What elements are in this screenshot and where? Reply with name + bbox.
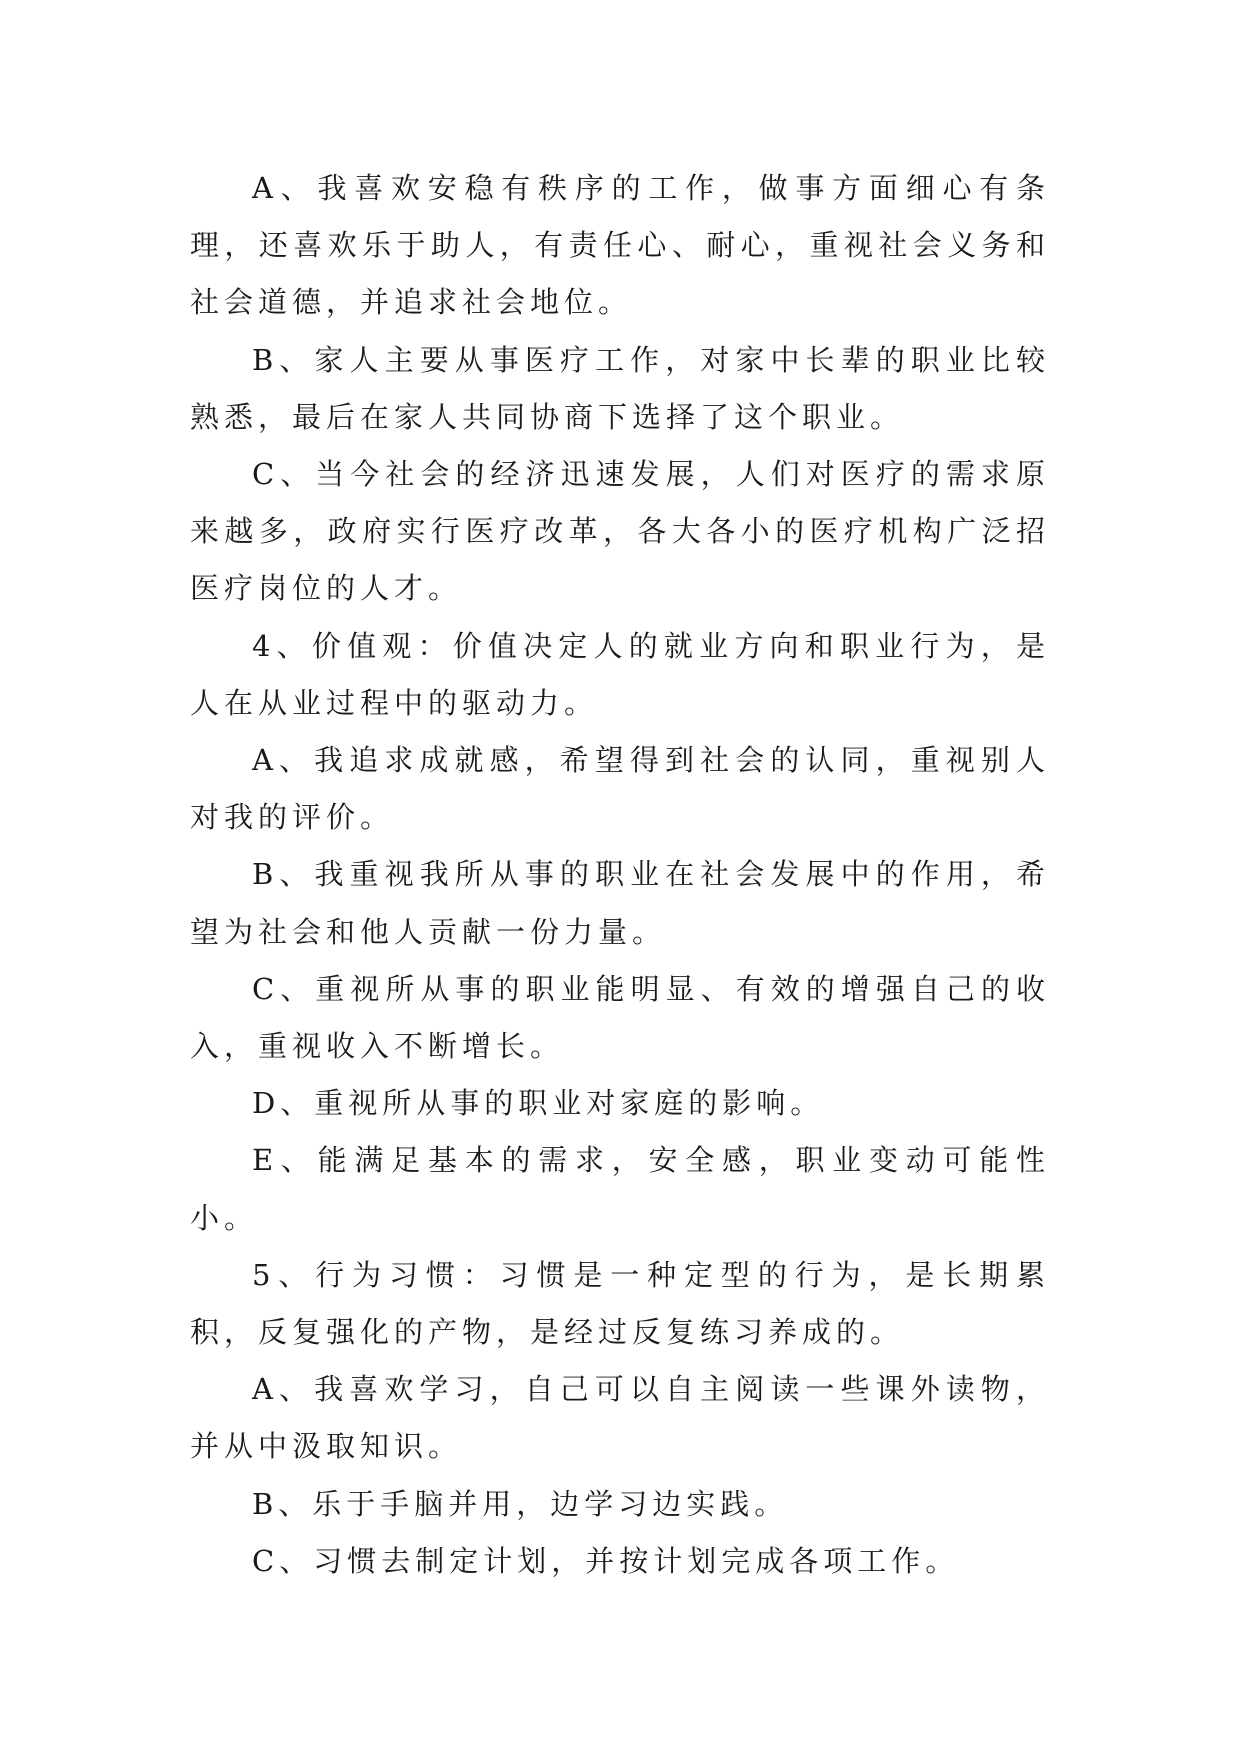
paragraph: B、家人主要从事医疗工作，对家中长辈的职业比较熟悉，最后在家人共同协商下选择了这个职业。: [190, 342, 1050, 434]
paragraph: B、我重视我所从事的职业在社会发展中的作用，希望为社会和他人贡献一份力量。: [190, 857, 1050, 949]
paragraph: C、当今社会的经济迅速发展，人们对医疗的需求原来越多，政府实行医疗改革，各大各小的医疗机构广泛招医疗岗位的人才。: [190, 457, 1050, 606]
paragraph: E、能满足基本的需求，安全感，职业变动可能性小。: [190, 1143, 1050, 1235]
paragraph: A、我喜欢安稳有秩序的工作，做事方面细心有条理，还喜欢乐于助人，有责任心、耐心，重视社会义务和社会道德，并追求社会地位。: [190, 171, 1050, 320]
paragraph: A、我喜欢学习，自己可以自主阅读一些课外读物，并从中汲取知识。: [190, 1372, 1050, 1464]
paragraph: A、我追求成就感，希望得到社会的认同，重视别人对我的评价。: [190, 743, 1050, 835]
paragraph: C、习惯去制定计划，并按计划完成各项工作。: [252, 1543, 960, 1578]
paragraph: B、乐于手脑并用，边学习边实践。: [252, 1486, 789, 1521]
document-body: [190, 160, 1050, 1590]
paragraph: 5、行为习惯：习惯是一种定型的行为，是长期累积，反复强化的产物，是经过反复练习养成的。: [190, 1257, 1050, 1350]
paragraph: C、重视所从事的职业能明显、有效的增强自己的收入，重视收入不断增长。: [190, 971, 1050, 1064]
paragraph: D、重视所从事的职业对家庭的影响。: [252, 1086, 825, 1121]
paragraph: 4、价值观：价值决定人的就业方向和职业行为，是人在从业过程中的驱动力。: [190, 628, 1050, 720]
